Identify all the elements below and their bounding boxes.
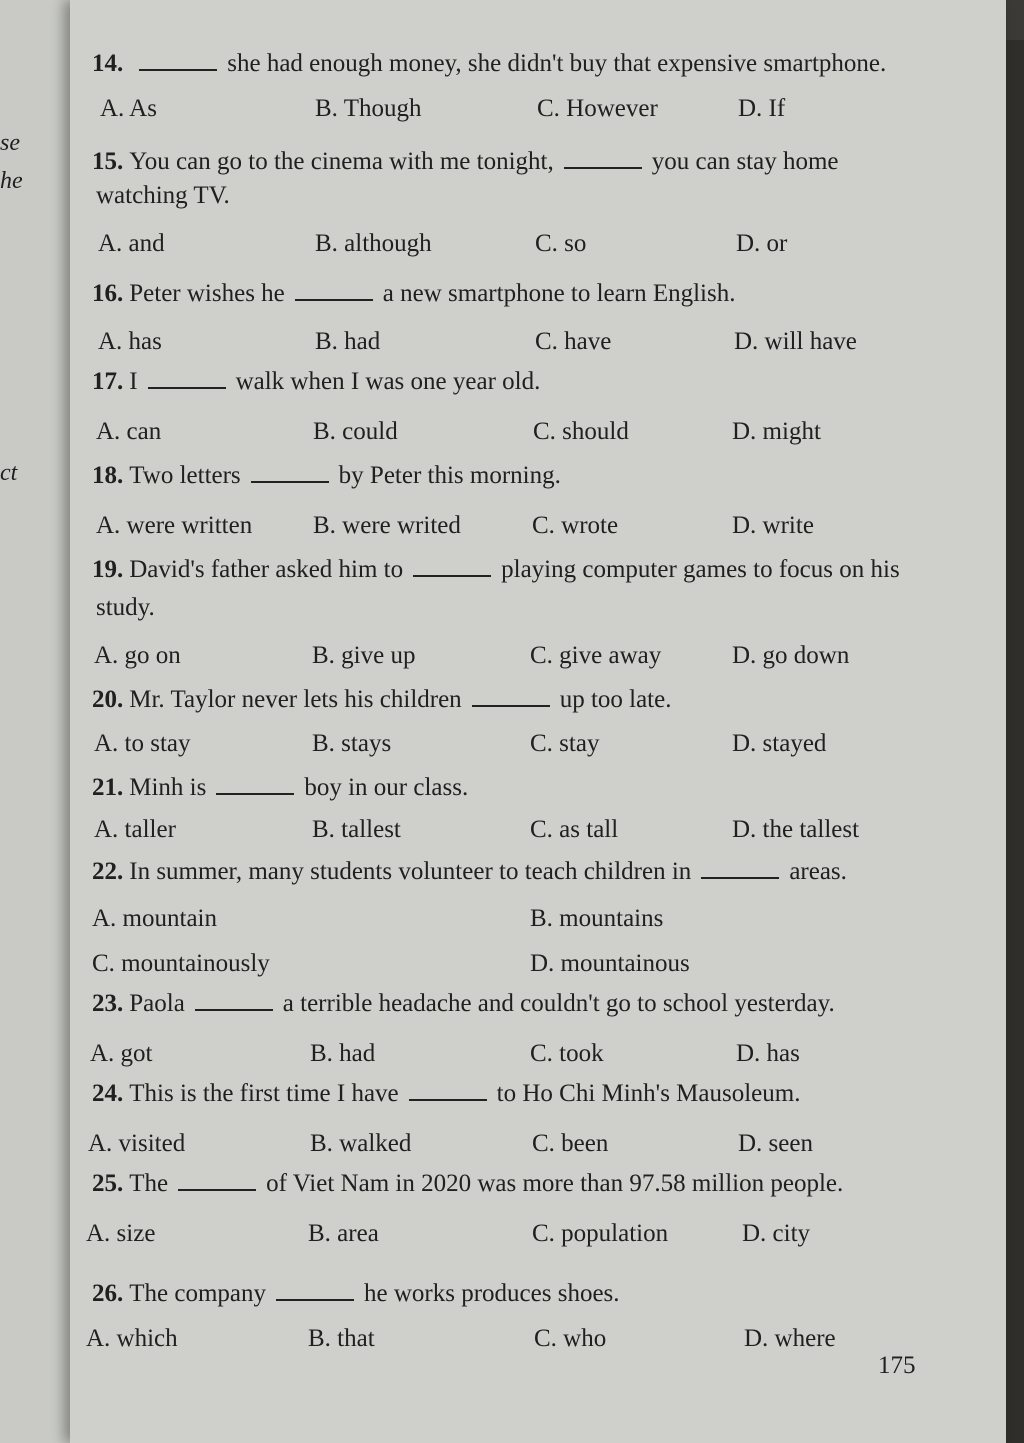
question-text: The company (129, 1280, 267, 1307)
question-number: 22. (92, 858, 124, 885)
answer-option: D. mountainous (530, 950, 690, 977)
answer-option: D. If (738, 95, 786, 122)
answer-blank (276, 1299, 354, 1301)
answer-option: B. had (310, 1040, 376, 1067)
question-25 (92, 1170, 843, 1198)
question-26 (92, 1280, 620, 1308)
answer-blank (413, 575, 491, 577)
question-number: 25. (92, 1170, 124, 1197)
background-edge (1006, 40, 1024, 1443)
answer-option: C. been (532, 1130, 609, 1157)
answer-option: A. which (86, 1325, 178, 1352)
answer-option: D. has (736, 1040, 800, 1067)
answer-option: A. go on (94, 642, 181, 669)
question-text: Mr. Taylor never lets his children (129, 686, 462, 713)
question-text: you can stay home (651, 148, 839, 175)
answer-option: A. visited (88, 1130, 186, 1157)
question-21 (92, 774, 468, 802)
answer-option: C. wrote (532, 512, 619, 539)
question-19 (92, 556, 900, 584)
answer-blank (195, 1009, 273, 1011)
answer-option: A. taller (94, 816, 176, 843)
answer-option: A. size (86, 1220, 156, 1247)
answer-option: A. to stay (94, 730, 191, 757)
answer-option: D. where (744, 1325, 836, 1352)
question-continuation: watching TV. (96, 182, 230, 209)
answer-option: C. so (535, 230, 587, 257)
question-22 (92, 858, 847, 886)
question-number: 17. (92, 368, 124, 395)
answer-blank (178, 1189, 256, 1191)
answer-option: C. mountainously (92, 950, 270, 977)
answer-option: B. stays (312, 730, 392, 757)
answer-option: A. can (96, 418, 162, 445)
answer-option: C. However (537, 95, 658, 122)
answer-option: D. the tallest (732, 816, 860, 843)
question-17 (92, 368, 540, 396)
answer-option: B. were writed (313, 512, 461, 539)
margin-fragment: se (0, 130, 20, 156)
answer-option: B. mountains (530, 905, 664, 932)
answer-option: D. city (742, 1220, 811, 1247)
answer-option: A. mountain (92, 905, 217, 932)
question-number: 19. (92, 556, 124, 583)
answer-option: B. Though (315, 95, 422, 122)
question-text: of Viet Nam in 2020 was more than 97.58 million people. (266, 1170, 844, 1197)
question-text: by Peter this morning. (338, 462, 561, 489)
question-text: areas. (789, 858, 847, 885)
question-23 (92, 990, 835, 1018)
question-number: 14. (92, 50, 124, 77)
answer-blank (251, 481, 329, 483)
answer-option: B. tallest (312, 816, 401, 843)
question-text: Paola (129, 990, 185, 1017)
page-number: 175 (878, 1352, 916, 1379)
answer-option: A. and (98, 230, 165, 257)
answer-option: D. or (736, 230, 788, 257)
answer-option: A. has (98, 328, 162, 355)
answer-option: D. will have (734, 328, 857, 355)
answer-blank (139, 69, 217, 71)
answer-option: C. have (535, 328, 612, 355)
answer-option: B. area (308, 1220, 379, 1247)
answer-option: D. seen (738, 1130, 813, 1157)
question-number: 24. (92, 1080, 124, 1107)
question-text: You can go to the cinema with me tonight, (129, 148, 554, 175)
question-number: 20. (92, 686, 124, 713)
answer-blank (564, 167, 642, 169)
answer-option: B. give up (312, 642, 416, 669)
answer-blank (472, 705, 550, 707)
answer-option: B. could (313, 418, 398, 445)
margin-fragment: he (0, 168, 23, 194)
answer-blank (701, 877, 779, 879)
question-text: boy in our class. (304, 774, 469, 801)
question-text: This is the first time I have (129, 1080, 399, 1107)
answer-option: C. took (530, 1040, 604, 1067)
answer-option: B. although (315, 230, 432, 257)
question-continuation: study. (96, 594, 155, 621)
question-number: 21. (92, 774, 124, 801)
question-text: she had enough money, she didn't buy that expensive smartphone. (227, 50, 887, 77)
question-20 (92, 686, 671, 714)
question-number: 16. (92, 280, 124, 307)
answer-option: D. might (732, 418, 821, 445)
question-text: up too late. (559, 686, 672, 713)
question-text: David's father asked him to (129, 556, 404, 583)
question-text: he works produces shoes. (364, 1280, 620, 1307)
question-text: The (129, 1170, 169, 1197)
question-text: to Ho Chi Minh's Mausoleum. (496, 1080, 801, 1107)
answer-option: A. were written (96, 512, 253, 539)
answer-option: C. give away (530, 642, 662, 669)
question-text: I (129, 368, 138, 395)
question-text: playing computer games to focus on his (501, 556, 900, 583)
answer-option: A. got (90, 1040, 153, 1067)
answer-option: C. should (533, 418, 629, 445)
answer-option: D. stayed (732, 730, 827, 757)
answer-option: A. As (100, 95, 157, 122)
answer-option: B. that (308, 1325, 375, 1352)
margin-fragment: ct (0, 460, 18, 486)
question-15 (92, 148, 839, 176)
answer-option: B. walked (310, 1130, 412, 1157)
answer-blank (409, 1099, 487, 1101)
question-number: 26. (92, 1280, 124, 1307)
question-16 (92, 280, 735, 308)
question-text: walk when I was one year old. (235, 368, 541, 395)
question-text: a new smartphone to learn English. (382, 280, 736, 307)
question-number: 15. (92, 148, 124, 175)
answer-option: D. go down (732, 642, 850, 669)
answer-option: C. who (534, 1325, 607, 1352)
question-number: 23. (92, 990, 124, 1017)
left-page-margin (0, 0, 70, 1443)
question-14 (92, 50, 886, 78)
question-text: Two letters (129, 462, 241, 489)
answer-blank (216, 793, 294, 795)
question-text: Peter wishes he (129, 280, 285, 307)
question-18 (92, 462, 561, 490)
textbook-page (70, 0, 1006, 1443)
answer-blank (148, 387, 226, 389)
answer-option: B. had (315, 328, 381, 355)
answer-blank (295, 299, 373, 301)
answer-option: C. population (532, 1220, 669, 1247)
answer-option: C. as tall (530, 816, 619, 843)
question-text: a terrible headache and couldn't go to school yesterday. (282, 990, 835, 1017)
answer-option: C. stay (530, 730, 600, 757)
question-text: Minh is (129, 774, 207, 801)
answer-option: D. write (732, 512, 814, 539)
question-text: In summer, many students volunteer to teach children in (129, 858, 692, 885)
question-number: 18. (92, 462, 124, 489)
question-24 (92, 1080, 800, 1108)
